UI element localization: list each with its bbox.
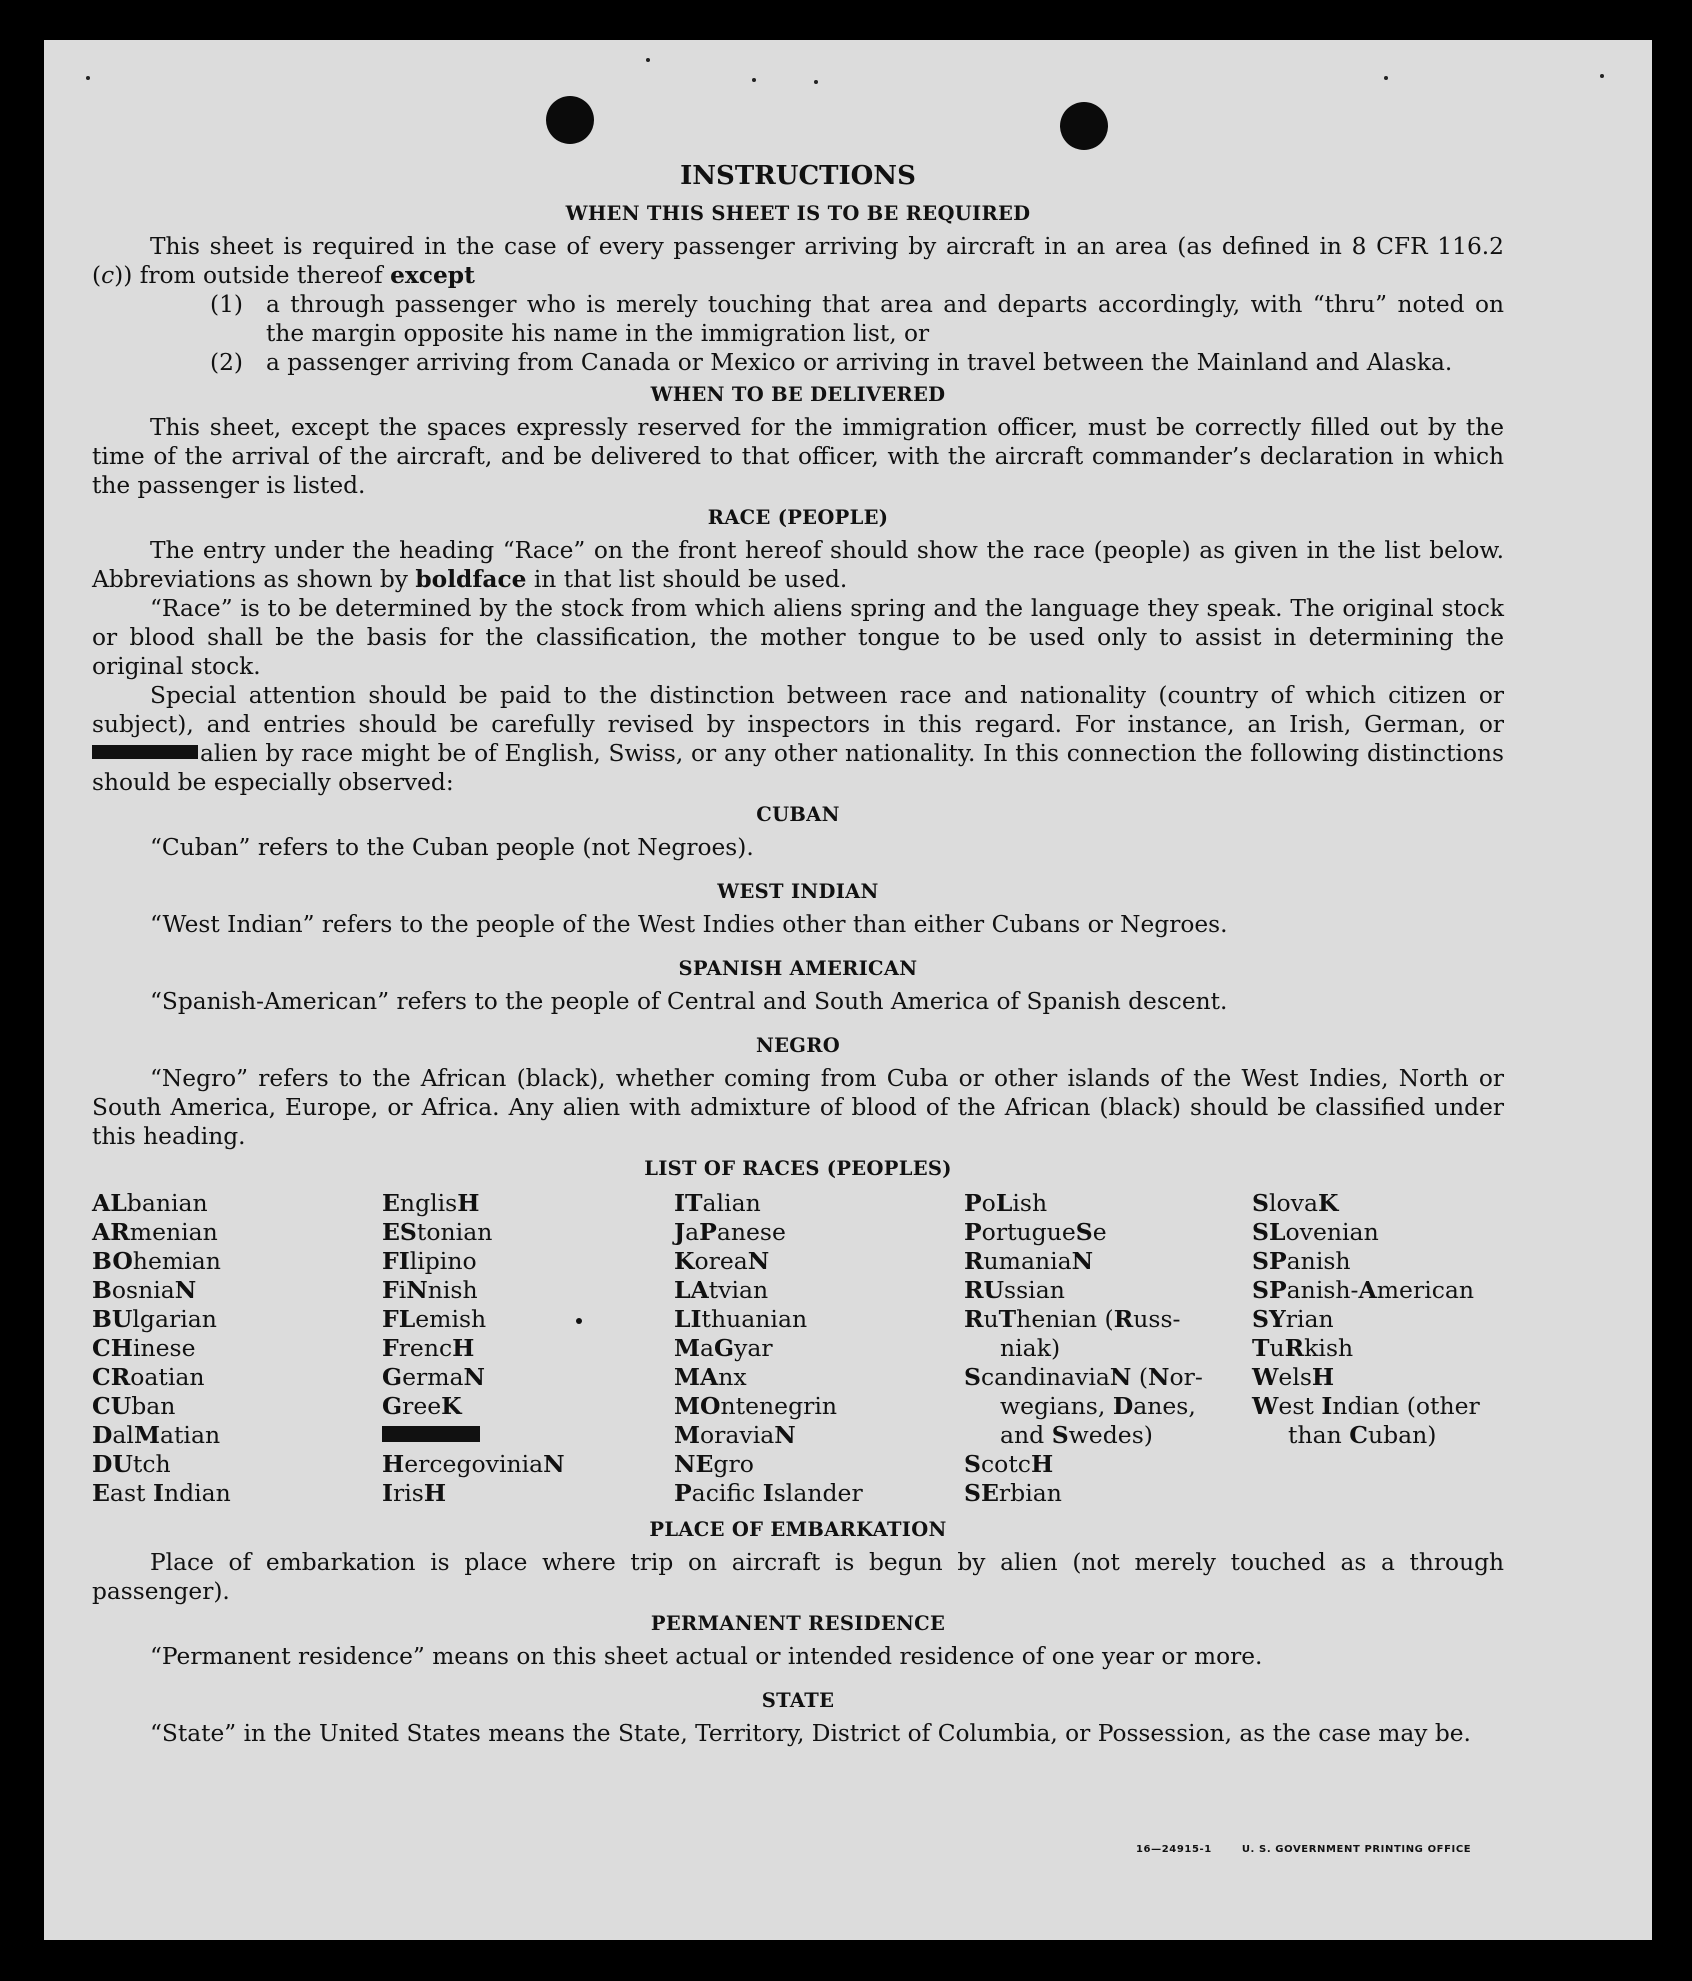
race-column-5 (1252, 1189, 1504, 1508)
race-item: SErbian (964, 1479, 1062, 1507)
form-code: 16—24915-1 (1136, 1844, 1212, 1855)
text: alien by race might be of English, Swiss, or any other nationality. In this connection the following distinctions should be especially observed: (92, 740, 1504, 796)
race-item: CHinese (92, 1334, 196, 1362)
race-item: FrencH (382, 1334, 475, 1362)
printer-imprint (1136, 1844, 1471, 1855)
speck (86, 76, 90, 80)
speck (814, 80, 818, 84)
race-item: NEgro (674, 1450, 754, 1478)
race-item: PoLish (964, 1189, 1048, 1217)
race-item: FLemish (382, 1305, 487, 1333)
race-item: SLovenian (1252, 1218, 1379, 1246)
heading-list-of-races: LIST OF RACES (PEOPLES) (644, 1157, 952, 1180)
text: )) from outside thereof (114, 262, 391, 289)
paragraph-embarkation: Place of embarkation is place where trip on aircraft is begun by alien (not merely touched as a through passenger). (92, 1549, 1504, 1605)
paragraph-race-2: “Race” is to be determined by the stock from which aliens spring and the language they speak. The original stock or blood shall be the basis for the classification, the mother tongue to be used only to assist in determining the original stock. (92, 595, 1504, 680)
race-item: ALbanian (92, 1189, 208, 1217)
paragraph-west-indian: “West Indian” refers to the people of the West Indies other than either Cubans or Negroes. (150, 911, 1228, 938)
race-item: FIlipino (382, 1247, 477, 1275)
speck (1600, 74, 1604, 78)
heading-when-delivered: WHEN TO BE DELIVERED (650, 383, 946, 406)
race-item: LIthuanian (674, 1305, 808, 1333)
race-item: WelsH (1252, 1363, 1335, 1391)
document-sheet (44, 40, 1652, 1940)
speck (752, 78, 756, 82)
heading-when-required: WHEN THIS SHEET IS TO BE REQUIRED (565, 202, 1031, 225)
race-item: RumaniaN (964, 1247, 1094, 1275)
redaction-mark (382, 1426, 480, 1442)
race-item: CRoatian (92, 1363, 205, 1391)
race-column-3 (674, 1189, 964, 1508)
race-column-2 (382, 1189, 674, 1508)
redaction-mark (92, 745, 198, 759)
race-item: GermaN (382, 1363, 486, 1391)
race-item: HercegoviniaN (382, 1450, 565, 1478)
race-item-continued: wegians, Danes, (1000, 1392, 1196, 1420)
race-item-continued: and Swedes) (1000, 1421, 1153, 1449)
race-item: BOhemian (92, 1247, 221, 1275)
heading-cuban: CUBAN (756, 803, 840, 826)
race-item: EStonian (382, 1218, 493, 1246)
race-item: DalMatian (92, 1421, 221, 1449)
race-item: FiNnish (382, 1276, 478, 1304)
punch-hole-right (1060, 102, 1108, 150)
exception-item (92, 290, 1504, 348)
text-bold: except (390, 262, 475, 289)
heading-west-indian: WEST INDIAN (717, 880, 879, 903)
race-item: ARmenian (92, 1218, 218, 1246)
exception-number: (2) (210, 349, 244, 376)
race-item: ITalian (674, 1189, 761, 1217)
exception-item (92, 348, 1504, 377)
race-item: TuRkish (1252, 1334, 1354, 1362)
race-list (92, 1189, 1504, 1508)
exception-number: (1) (210, 291, 244, 318)
race-item: BosniaN (92, 1276, 197, 1304)
speck (646, 58, 650, 62)
heading-negro: NEGRO (755, 1034, 841, 1057)
race-item: LAtvian (674, 1276, 769, 1304)
punch-hole-left (546, 96, 594, 144)
speck (1384, 76, 1388, 80)
race-item: RuThenian (Russ- (964, 1305, 1181, 1333)
race-item: SYrian (1252, 1305, 1334, 1333)
printer-name: U. S. GOVERNMENT PRINTING OFFICE (1241, 1844, 1472, 1855)
race-item-continued: niak) (1000, 1334, 1061, 1362)
race-column-1 (92, 1189, 382, 1508)
heading-spanish-american: SPANISH AMERICAN (678, 957, 918, 980)
race-item: JaPanese (674, 1218, 786, 1246)
text: in that list should be used. (526, 566, 848, 593)
race-item: ScandinaviaN (Nor- (964, 1363, 1203, 1391)
race-item: SlovaK (1252, 1189, 1339, 1217)
text: This sheet is required in the case of every passenger arriving by aircraft in an area (as defined in 8 CFR 116.2 ( (92, 233, 1504, 289)
race-item: MoraviaN (674, 1421, 796, 1449)
heading-permanent-residence: PERMANENT RESIDENCE (650, 1612, 946, 1635)
paragraph-permanent-residence: “Permanent residence” means on this sheet actual or intended residence of one year or more. (150, 1643, 1263, 1670)
race-item: ScotcH (964, 1450, 1054, 1478)
instructions-body (92, 160, 1504, 1748)
heading-race: RACE (PEOPLE) (707, 506, 889, 529)
page-title: INSTRUCTIONS (680, 161, 916, 191)
race-item: MOntenegrin (674, 1392, 838, 1420)
text-bold: boldface (415, 566, 527, 593)
race-item: East Indian (92, 1479, 231, 1507)
paragraph-spanish-american: “Spanish-American” refers to the people of Central and South America of Spanish descent. (150, 988, 1228, 1015)
paragraph-race-1 (92, 536, 1504, 594)
race-item: KoreaN (674, 1247, 770, 1275)
exception-text: a through passenger who is merely touching that area and departs accordingly, with “thru” noted on the margin opposite his name in the immigration list, or (266, 291, 1504, 347)
race-item: PortugueSe (964, 1218, 1107, 1246)
race-item: MaGyar (674, 1334, 773, 1362)
heading-embarkation: PLACE OF EMBARKATION (649, 1518, 947, 1541)
race-item: DUtch (92, 1450, 171, 1478)
race-item: Pacifc Islander (674, 1479, 863, 1507)
text-italic: c (101, 262, 115, 289)
race-item: CUban (92, 1392, 176, 1420)
paragraph-when-required (92, 232, 1504, 290)
race-item: GreeK (382, 1392, 462, 1420)
paragraph-when-delivered: This sheet, except the spaces expressly reserved for the immigration officer, must be correctly filled out by the time of the arrival of the aircraft, and be delivered to that officer, with the aircraft commander’s declaration in which the passenger is listed. (92, 414, 1504, 499)
paragraph-negro: “Negro” refers to the African (black), whether coming from Cuba or other islands of the West Indies, North or South America, Europe, or Africa. Any alien with admixture of blood of the African (black) should be classified under this heading. (92, 1065, 1504, 1150)
paragraph-state: “State” in the United States means the State, Territory, District of Columbia, or Possession, as the case may be. (150, 1720, 1471, 1747)
race-column-4 (964, 1189, 1252, 1508)
race-item: MAnx (674, 1363, 747, 1391)
text: The entry under the heading “Race” on the front hereof should show the race (people) as given in the list below. Abbreviations as shown by (92, 537, 1504, 593)
race-item: West Indian (other (1252, 1392, 1480, 1420)
race-item: BUlgarian (92, 1305, 217, 1333)
race-item-continued: than Cuban) (1288, 1421, 1437, 1449)
race-item: RUssian (964, 1276, 1065, 1304)
heading-state: STATE (761, 1689, 835, 1712)
race-item: IrisH (382, 1479, 447, 1507)
race-item-redacted (382, 1421, 674, 1450)
paragraph-race-3 (92, 681, 1504, 797)
exception-text: a passenger arriving from Canada or Mexico or arriving in travel between the Mainland and Alaska. (266, 349, 1453, 376)
race-item: SPanish-American (1252, 1276, 1475, 1304)
race-item: SPanish (1252, 1247, 1351, 1275)
paragraph-cuban: “Cuban” refers to the Cuban people (not Negroes). (150, 834, 754, 861)
text: Special attention should be paid to the distinction between race and nationality (country of which citizen or subject), and entries should be carefully revised by inspectors in this regard. For instance, an Irish, German, or (92, 682, 1504, 738)
race-item: EnglisH (382, 1189, 480, 1217)
